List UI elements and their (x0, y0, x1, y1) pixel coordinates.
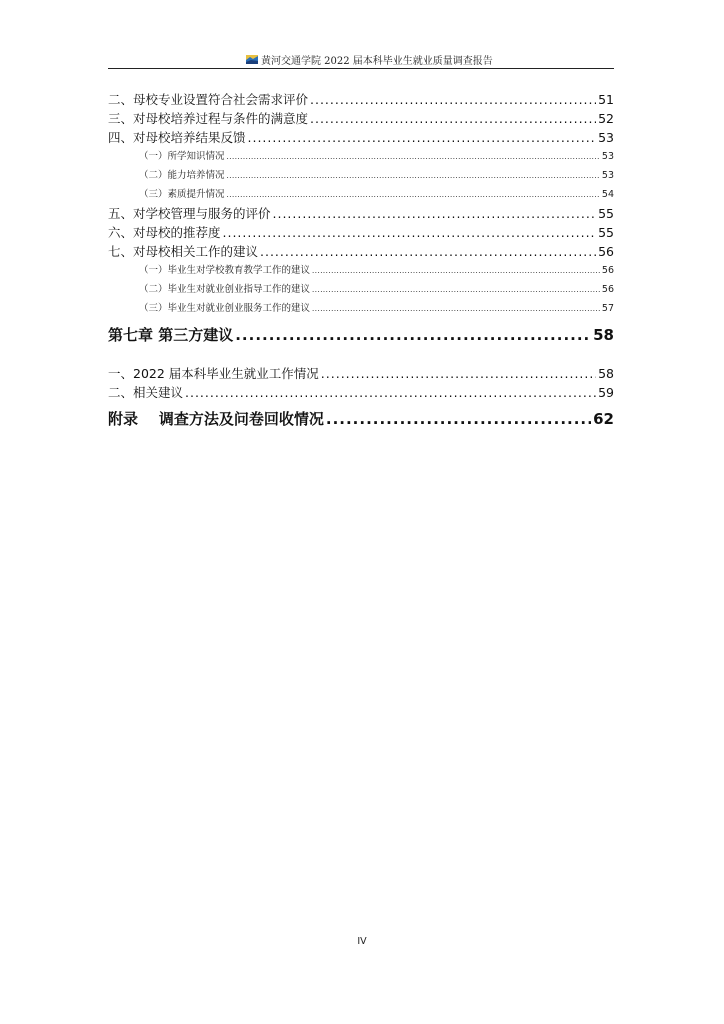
toc-leader-dots (223, 225, 597, 240)
toc-entry[interactable] (108, 204, 614, 222)
page-number: IV (357, 936, 367, 947)
toc-subentry[interactable] (139, 148, 614, 162)
toc-leader-dots (312, 305, 600, 313)
toc-entry-page: 55 (598, 206, 614, 221)
toc-chapter-title: 第七章 第三方建议 (108, 326, 234, 344)
toc-entry-title: 四、对母校培养结果反馈 (108, 130, 246, 145)
toc-entry[interactable] (108, 109, 614, 127)
toc-leader-dots (273, 206, 597, 221)
toc-leader-dots (227, 172, 600, 180)
header-title-group (246, 52, 493, 67)
toc-entry-page: 62 (593, 410, 614, 428)
toc-chapter-entry[interactable] (108, 324, 614, 345)
toc-leader-dots (310, 111, 596, 126)
toc-entry-page: 56 (601, 265, 614, 276)
toc-entry-page: 56 (598, 244, 614, 259)
toc-entry-page: 53 (601, 170, 614, 181)
toc-entry-page: 55 (598, 225, 614, 240)
toc-leader-dots (312, 267, 600, 275)
toc-entry-title: （二）毕业生对就业创业指导工作的建议 (139, 284, 311, 295)
toc-leader-dots (235, 326, 591, 344)
toc-entry-page: 52 (598, 111, 614, 126)
toc-leader-dots (227, 191, 600, 199)
toc-entry-page: 58 (593, 326, 614, 344)
toc-entry[interactable] (108, 242, 614, 260)
toc-entry-title: 一、2022 届本科毕业生就业工作情况 (108, 366, 319, 381)
toc-entry-title: 五、对学校管理与服务的评价 (108, 206, 271, 221)
toc-subentry[interactable] (139, 167, 614, 181)
toc-leader-dots (310, 92, 596, 107)
toc-entry-page: 56 (601, 284, 614, 295)
toc-leader-dots (260, 244, 596, 259)
toc-entry[interactable] (108, 364, 614, 382)
toc-entry-title: （一）毕业生对学校教育教学工作的建议 (139, 265, 311, 276)
toc-leader-dots (227, 153, 600, 161)
toc-entry-title: （三）毕业生对就业创业服务工作的建议 (139, 303, 311, 314)
toc-subentry[interactable] (139, 281, 614, 295)
toc-entry[interactable] (108, 383, 614, 401)
toc-subentry[interactable] (139, 300, 614, 314)
school-logo-icon (246, 55, 258, 64)
page-header (108, 49, 614, 69)
toc-entry-title: 二、相关建议 (108, 385, 184, 400)
toc-entry[interactable] (108, 90, 614, 108)
toc-entry-title: （一）所学知识情况 (139, 151, 225, 162)
toc-subentry[interactable] (139, 262, 614, 276)
toc-chapter-title: 附录 调查方法及问卷回收情况 (108, 410, 324, 428)
toc-entry-page: 54 (601, 189, 614, 200)
toc-leader-dots (312, 286, 600, 294)
toc-leader-dots (248, 130, 597, 145)
toc-entry-page: 59 (598, 385, 614, 400)
toc-subentry[interactable] (139, 186, 614, 200)
toc-chapter-entry[interactable] (108, 408, 614, 429)
header-title: 黄河交通学院 2022 届本科毕业生就业质量调查报告 (261, 56, 493, 67)
toc-leader-dots (185, 385, 596, 400)
toc-entry-page: 51 (598, 92, 614, 107)
toc-entry-title: 六、对母校的推荐度 (108, 225, 221, 240)
toc-entry-title: 三、对母校培养过程与条件的满意度 (108, 111, 309, 126)
toc-entry[interactable] (108, 223, 614, 241)
toc-entry-title: 二、母校专业设置符合社会需求评价 (108, 92, 309, 107)
toc-entry-page: 57 (601, 303, 614, 314)
toc-leader-dots (321, 366, 596, 381)
toc-entry-page: 53 (598, 130, 614, 145)
toc-entry-title: （二）能力培养情况 (139, 170, 225, 181)
toc-leader-dots (326, 410, 591, 428)
toc-entry-title: 七、对母校相关工作的建议 (108, 244, 259, 259)
toc-entry[interactable] (108, 128, 614, 146)
toc-entry-page: 58 (598, 366, 614, 381)
toc-entry-title: （三）素质提升情况 (139, 189, 225, 200)
toc-entry-page: 53 (601, 151, 614, 162)
